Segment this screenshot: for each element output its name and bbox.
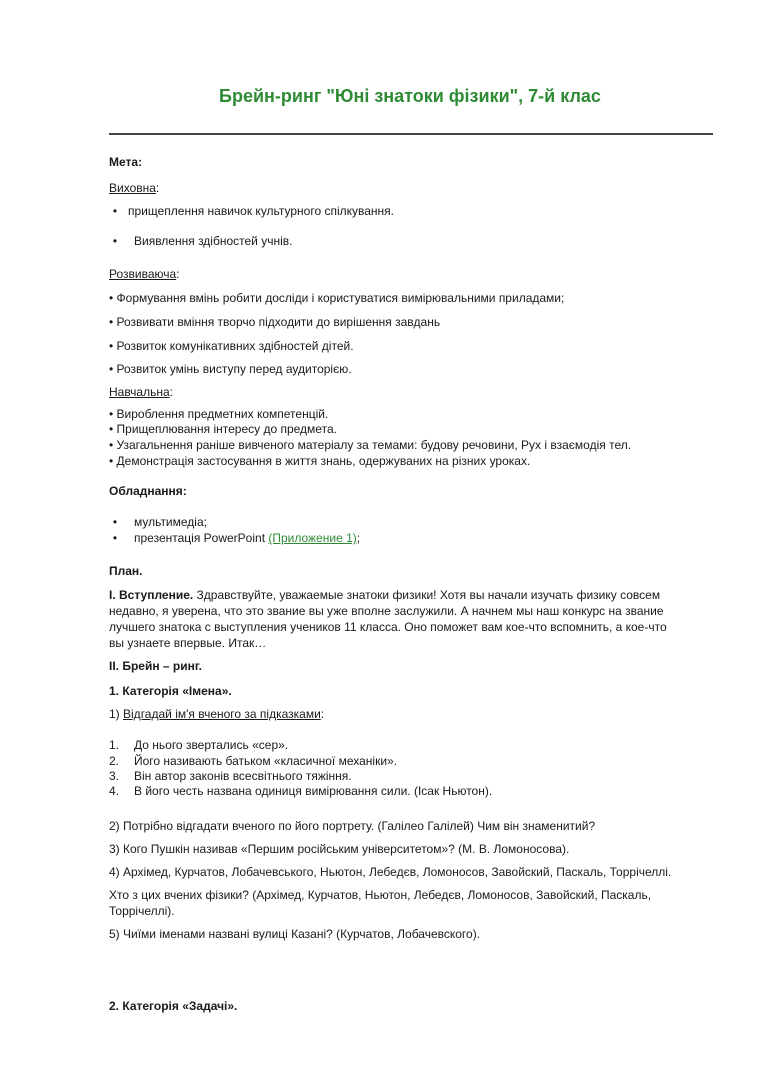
- bullet-icon: •: [112, 204, 118, 218]
- hint-number: 3.: [109, 769, 120, 783]
- question-4: 4) Архімед, Курчатов, Лобачевського, Ньютон, Лебедєв, Ломоносов, Завойский, Паскаль, Торрічеллі.: [109, 865, 672, 879]
- title-divider: [109, 133, 713, 135]
- hint-text: Його називають батьком «класичної механіки».: [134, 754, 398, 768]
- page-title: Брейн-ринг "Юні знатоки фізики", 7-й клас: [219, 86, 601, 106]
- question-4-followup: Хто з цих вчених фізики? (Архімед, Курчатов, Ньютон, Лебедєв, Ломоносов, Завойский, Паскаль,: [109, 888, 652, 902]
- question-4-followup: Торрічеллі).: [109, 904, 175, 918]
- question-3: 3) Кого Пушкін називав «Першим російським університетом»? (М. В. Ломоносова).: [109, 842, 570, 856]
- developing-label: Розвиваюча: [109, 267, 177, 281]
- equipment-heading: Обладнання:: [109, 484, 187, 498]
- developing-item: • Розвивати вміння творчо підходити до вирішення завдань: [109, 315, 441, 329]
- developing-item: • Розвиток умінь виступу перед аудиторією.: [109, 362, 352, 376]
- bullet-icon: •: [112, 234, 118, 248]
- section-heading: II. Брейн – ринг.: [109, 659, 203, 673]
- intro-line: вы узнаете впервые. Итак…: [109, 636, 267, 650]
- bullet-icon: •: [109, 291, 117, 305]
- category-heading: 1. Категорія «Імена».: [109, 684, 232, 698]
- question-1: [109, 706, 324, 722]
- hint-number: 4.: [109, 784, 120, 798]
- developing-item: [109, 290, 564, 306]
- question-text: Відгадай ім'я вченого за підказками: [123, 707, 321, 721]
- category-heading: 2. Категорія «Задачі».: [109, 999, 238, 1013]
- question-colon: :: [320, 707, 325, 721]
- hint-item: [109, 768, 352, 784]
- educational-item: прищеплення навичок культурного спілкування.: [128, 204, 395, 218]
- hint-number: 1.: [109, 738, 120, 752]
- equipment-item-text: презентація PowerPoint: [134, 531, 269, 545]
- developing-heading: Розвиваюча:: [109, 267, 180, 281]
- bullet-icon: •: [112, 531, 118, 545]
- teaching-label: Навчальна: [109, 385, 170, 399]
- intro-line: лучшего знатока с выступления учеников 11 класса. Оно поможет вам кое-что вспомнить, а кое-что: [109, 620, 667, 634]
- intro-text: Здравствуйте, уважаемые знатоки физики! Хотя вы начали изучать физику совсем: [193, 588, 661, 602]
- intro-line: [109, 587, 660, 603]
- teaching-item: • Вироблення предметних компетенцій.: [109, 407, 329, 421]
- intro-line: недавно, я уверена, что это звание вы уже вполне заслужили. А начнем мы наш конкурс на звание: [109, 604, 664, 618]
- teaching-item: • Узагальнення раніше вивченого матеріалу за темами: будову речовини, Рух і взаємодія тел.: [109, 438, 632, 452]
- bullet-icon: •: [112, 515, 118, 529]
- developing-item-text: Формування вмінь робити досліди і користуватися вимірювальними приладами;: [116, 291, 565, 305]
- hint-number: 2.: [109, 754, 120, 768]
- teaching-item: • Прищеплювання інтересу до предмета.: [109, 422, 337, 436]
- plan-heading: План.: [109, 564, 143, 578]
- hint-item: [109, 753, 397, 769]
- question-2: 2) Потрібно відгадати вченого по його портрету. (Галілео Галілей) Чим він знаменитий?: [109, 819, 596, 833]
- hint-text: В його честь названа одиниця вимірювання сили. (Ісак Ньютон).: [134, 784, 493, 798]
- equipment-item: [134, 530, 360, 546]
- developing-item: • Розвиток комунікативних здібностей дітей.: [109, 339, 354, 353]
- teaching-item: • Демонстрація застосування в життя знань, одержуваних на різних уроках.: [109, 454, 531, 468]
- educational-heading: Виховна:: [109, 181, 160, 195]
- hint-item: [109, 737, 288, 753]
- hint-text: До нього звертались «сер».: [134, 738, 289, 752]
- educational-label: Виховна: [109, 181, 156, 195]
- teaching-heading: Навчальна:: [109, 385, 173, 399]
- question-5: 5) Чиїми іменами названі вулиці Казані? (Курчатов, Лобачевского).: [109, 927, 481, 941]
- equipment-item-end: ;: [356, 531, 361, 545]
- hint-item: [109, 783, 492, 799]
- educational-item: Виявлення здібностей учнів.: [134, 234, 293, 248]
- appendix-link[interactable]: (Приложение 1): [268, 531, 357, 545]
- hint-text: Він автор законів всесвітнього тяжіння.: [134, 769, 352, 783]
- goal-heading: Мета:: [109, 155, 143, 169]
- equipment-item: мультимедіа;: [134, 515, 207, 529]
- intro-heading: I. Вступление.: [109, 588, 194, 602]
- question-number: 1): [109, 707, 120, 721]
